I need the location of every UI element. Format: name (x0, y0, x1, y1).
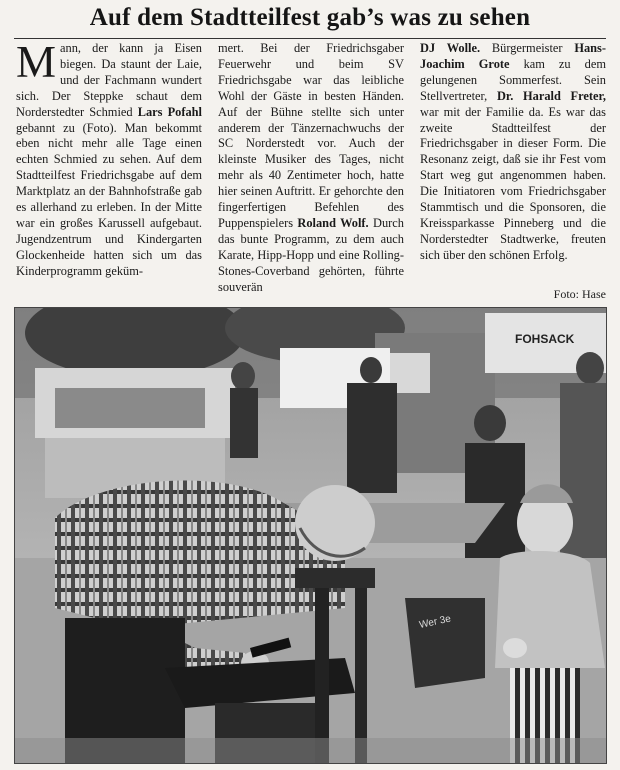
person-name: Lars Pofahl (137, 104, 202, 119)
column-2 (218, 41, 404, 296)
headline: Auf dem Stadtteilfest gab’s was zu sehen (89, 4, 531, 31)
column-1 (16, 37, 202, 280)
person-name: Dr. Harald Freter, (496, 88, 606, 103)
dropcap: M (16, 37, 57, 87)
sign-text: FOHSACK (515, 332, 575, 346)
headline-rule (14, 38, 606, 39)
svg-text:Wer 3e: Wer 3e (418, 613, 452, 631)
person-name: Hans-Joachim Grote (420, 41, 606, 71)
text: gebannt zu (Foto). Man bekommt eben nicht mehr alle Tage einen echten Schmied zu sehen. Auf dem Stadtteilfest Friedrichsgabe auf dem Marktplatz an der Bahnhofstraße gab es allerhand zu erleben. In der Mitte war ein großes Karussell aufgebaut. Jugendzentrum und Kindergarten Glockenheide hatten sich um das Kinderprogramm geküm- (16, 120, 202, 278)
text: ann, der kann ja Eisen biegen. Da staunt der Laie, und der Fachmann wundert sich. Der Steppke schaut dem Norderstedter Schmied (16, 41, 202, 119)
paragraph (420, 41, 606, 264)
paragraph (218, 41, 404, 296)
text: kam zu dem gelungenen Sommerfest. Sein Stellvertreter, (420, 56, 606, 103)
photo-credit: Foto: Hase (553, 287, 606, 301)
paragraph (16, 37, 202, 280)
text: Durch das bunte Programm, zu dem auch Karate, Hipp-Hopp und eine Rolling-Stones-Coverband gehörten, führte souverän (218, 215, 404, 294)
photo-blacksmith (14, 307, 607, 764)
photo-illustration (15, 308, 606, 763)
text: mert. Bei der Friedrichsgaber Feuerwehr und beim SV Friedrichsgabe war das leibliche Wohl der Gäste in besten Händen. Auf der Bühne stellte sich unter anderem der Tänzernachwuchs der SC Norderstedt vor. Auch der kleinste Musiker des Tages, nicht mehr als 40 Zentimeter hoch, hatte hier seinen Auftritt. Er gehorchte den fingerfertigen Befehlen des Puppenspielers (218, 41, 404, 230)
column-3 (420, 41, 606, 264)
person-name: DJ Wolle. (420, 41, 481, 55)
text: Bürgermeister (491, 41, 563, 55)
person-name: Roland Wolf. (297, 215, 369, 230)
text: war mit der Familie da. Es war das zweite Stadtteilfest der Friedrichsgaber in dieser Form. Die Resonanz zeigt, daß sie ihr Fest vom Start weg gut angenommen haben. Die Initiatoren vom Friedrichsgaber Stammtisch und die Sponsoren, die Kreissparkasse Pinneberg und die Norderstedter Stadtwerke, freuten sich über den schönen Erfolg. (420, 104, 606, 262)
article-body (16, 37, 606, 307)
